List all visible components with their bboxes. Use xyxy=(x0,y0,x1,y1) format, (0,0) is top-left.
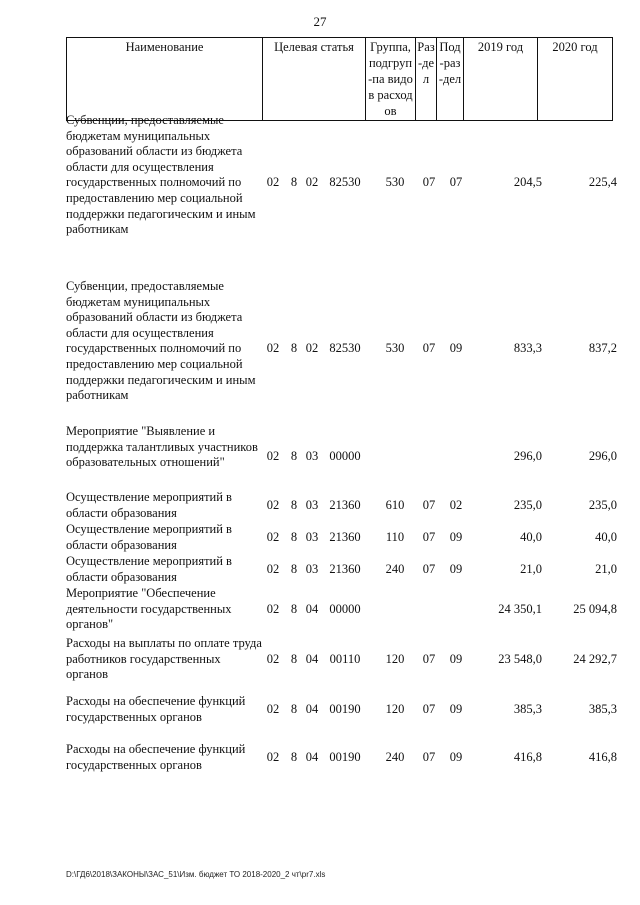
row-name: Субвенции, предоставляемые бюджетам муниципальных образований области из бюджета области для осуществления государственных полномочий по предоставлению мер социальной поддержки педагогическим и иным работникам xyxy=(66,113,256,237)
row-code-d: 00110 xyxy=(329,652,361,666)
row-razdel: 07 xyxy=(422,530,436,544)
row-code-d: 00190 xyxy=(329,702,361,716)
row-code-c: 04 xyxy=(305,702,319,716)
row-code-a: 02 xyxy=(266,449,280,463)
row-value-2020: 25 094,8 xyxy=(573,602,617,616)
row-podrazdel: 09 xyxy=(449,341,463,355)
row-code-d: 82530 xyxy=(329,341,361,355)
row-podrazdel: 07 xyxy=(449,175,463,189)
row-value-2020: 416,8 xyxy=(588,750,617,764)
header-year-2020: 2020 год xyxy=(538,38,613,121)
row-razdel: 07 xyxy=(422,702,436,716)
row-code-b: 8 xyxy=(290,562,298,576)
row-code-b: 8 xyxy=(290,750,298,764)
header-razdel: Раз-дел xyxy=(416,38,437,121)
row-razdel: 07 xyxy=(422,175,436,189)
table-header xyxy=(66,37,613,121)
row-value-2019: 833,3 xyxy=(513,341,542,355)
row-value-2019: 235,0 xyxy=(513,498,542,512)
row-code-d: 00000 xyxy=(329,602,361,616)
row-code-c: 03 xyxy=(305,449,319,463)
row-name: Субвенции, предоставляемые бюджетам муниципальных образований области из бюджета области для осуществления государственных полномочий по предоставлению мер социальной поддержки педагогическим и иным работникам xyxy=(66,279,256,403)
row-code-b: 8 xyxy=(290,530,298,544)
row-code-d: 21360 xyxy=(329,562,361,576)
row-value-2020: 24 292,7 xyxy=(573,652,617,666)
row-code-c: 04 xyxy=(305,602,319,616)
row-name: Расходы на обеспечение функций государственных органов xyxy=(66,742,246,772)
row-razdel: 07 xyxy=(422,341,436,355)
row-code-a: 02 xyxy=(266,702,280,716)
row-code-c: 02 xyxy=(305,341,319,355)
row-code-a: 02 xyxy=(266,602,280,616)
row-name: Расходы на выплаты по оплате труда работников государственных органов xyxy=(66,636,262,682)
row-podrazdel: 09 xyxy=(449,702,463,716)
header-target-article: Целевая статья xyxy=(263,38,366,121)
row-podrazdel: 09 xyxy=(449,530,463,544)
row-value-2019: 385,3 xyxy=(513,702,542,716)
page-number: 27 xyxy=(313,14,327,29)
row-group: 240 xyxy=(385,750,405,764)
row-code-c: 03 xyxy=(305,562,319,576)
row-podrazdel: 02 xyxy=(449,498,463,512)
row-group: 240 xyxy=(385,562,405,576)
row-code-a: 02 xyxy=(266,652,280,666)
row-value-2019: 416,8 xyxy=(513,750,542,764)
row-code-b: 8 xyxy=(290,449,298,463)
row-code-c: 03 xyxy=(305,530,319,544)
row-code-c: 04 xyxy=(305,652,319,666)
row-group: 530 xyxy=(385,341,405,355)
row-code-b: 8 xyxy=(290,652,298,666)
row-code-a: 02 xyxy=(266,175,280,189)
row-value-2019: 21,0 xyxy=(520,562,542,576)
row-group: 120 xyxy=(385,702,405,716)
header-podrazdel: Под-раз-дел xyxy=(437,38,464,121)
row-code-d: 00190 xyxy=(329,750,361,764)
row-name: Осуществление мероприятий в области образования xyxy=(66,554,232,584)
row-value-2019: 296,0 xyxy=(513,449,542,463)
row-code-b: 8 xyxy=(290,175,298,189)
row-code-a: 02 xyxy=(266,562,280,576)
row-value-2020: 837,2 xyxy=(588,341,617,355)
row-value-2020: 235,0 xyxy=(588,498,617,512)
row-group: 530 xyxy=(385,175,405,189)
row-name: Осуществление мероприятий в области образования xyxy=(66,490,232,520)
row-code-d: 21360 xyxy=(329,530,361,544)
row-value-2020: 385,3 xyxy=(588,702,617,716)
header-year-2019: 2019 год xyxy=(464,38,538,121)
header-name: Наименование xyxy=(67,38,263,121)
row-podrazdel: 09 xyxy=(449,750,463,764)
row-name: Осуществление мероприятий в области образования xyxy=(66,522,232,552)
row-code-d: 82530 xyxy=(329,175,361,189)
row-code-b: 8 xyxy=(290,702,298,716)
row-code-c: 04 xyxy=(305,750,319,764)
row-code-c: 03 xyxy=(305,498,319,512)
row-value-2020: 21,0 xyxy=(595,562,617,576)
row-code-d: 21360 xyxy=(329,498,361,512)
row-code-b: 8 xyxy=(290,498,298,512)
row-value-2019: 24 350,1 xyxy=(498,602,542,616)
row-name: Мероприятие "Выявление и поддержка талантливых участников образовательных отношений" xyxy=(66,424,258,470)
row-code-d: 00000 xyxy=(329,449,361,463)
file-path-footer: D:\ГД6\2018\ЗАКОНЫ\ЗАС_51\Изм. бюджет ТО 2018-2020_2 чт\pr7.xls xyxy=(66,870,326,879)
row-code-a: 02 xyxy=(266,341,280,355)
row-razdel: 07 xyxy=(422,750,436,764)
row-group: 120 xyxy=(385,652,405,666)
row-value-2019: 40,0 xyxy=(520,530,542,544)
row-group: 610 xyxy=(385,498,405,512)
row-code-b: 8 xyxy=(290,341,298,355)
row-name: Мероприятие "Обеспечение деятельности государственных органов" xyxy=(66,586,232,632)
row-name: Расходы на обеспечение функций государственных органов xyxy=(66,694,246,724)
row-razdel: 07 xyxy=(422,498,436,512)
row-value-2019: 23 548,0 xyxy=(498,652,542,666)
row-podrazdel: 09 xyxy=(449,652,463,666)
row-code-c: 02 xyxy=(305,175,319,189)
row-value-2019: 204,5 xyxy=(513,175,542,189)
row-group: 110 xyxy=(385,530,405,544)
row-podrazdel: 09 xyxy=(449,562,463,576)
row-code-a: 02 xyxy=(266,530,280,544)
row-code-a: 02 xyxy=(266,498,280,512)
row-code-b: 8 xyxy=(290,602,298,616)
row-razdel: 07 xyxy=(422,562,436,576)
header-group: Группа, подгруп-па видов расходов xyxy=(366,38,416,121)
row-value-2020: 296,0 xyxy=(588,449,617,463)
row-value-2020: 225,4 xyxy=(588,175,617,189)
row-value-2020: 40,0 xyxy=(595,530,617,544)
row-code-a: 02 xyxy=(266,750,280,764)
row-razdel: 07 xyxy=(422,652,436,666)
